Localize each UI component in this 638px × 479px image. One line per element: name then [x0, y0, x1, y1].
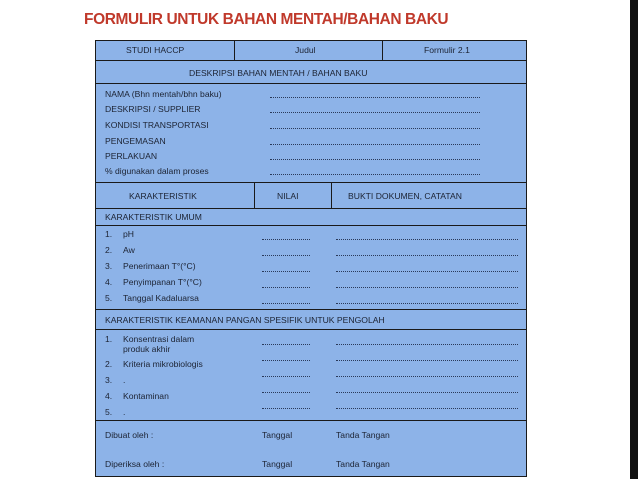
- nilai-blank[interactable]: [262, 255, 310, 256]
- dibuat-oleh-label: Dibuat oleh :: [105, 430, 154, 440]
- field-kemasan-blank[interactable]: [270, 144, 480, 145]
- umum-title: KARAKTERISTIK UMUM: [105, 212, 202, 222]
- item-number: 2.: [105, 245, 113, 255]
- item-number: 3.: [105, 375, 113, 385]
- item-number: 4.: [105, 277, 113, 287]
- col-bukti: BUKTI DOKUMEN, CATATAN: [348, 191, 462, 201]
- bukti-blank[interactable]: [336, 287, 518, 288]
- diperiksa-ttd-label: Tanda Tangan: [336, 459, 390, 469]
- divider: [96, 182, 526, 183]
- nilai-blank[interactable]: [262, 303, 310, 304]
- item-label-3: .: [123, 375, 126, 385]
- divider: [96, 329, 526, 330]
- deskripsi-title: DESKRIPSI BAHAN MENTAH / BAHAN BAKU: [189, 68, 368, 78]
- divider: [254, 182, 255, 208]
- formulir-label: Formulir 2.1: [424, 45, 470, 55]
- field-nama-label: NAMA (Bhn mentah/bhn baku): [105, 89, 222, 99]
- item-number: 5.: [105, 407, 113, 417]
- field-persen-blank[interactable]: [270, 174, 480, 175]
- spesifik-title: KARAKTERISTIK KEAMANAN PANGAN SPESIFIK UNTUK PENGOLAH: [105, 315, 385, 325]
- col-karakteristik: KARAKTERISTIK: [129, 191, 197, 201]
- item-label-konsentrasi-2: produk akhir: [123, 344, 171, 354]
- item-label-konsentrasi: Konsentrasi dalam: [123, 334, 195, 344]
- item-label-5: .: [123, 407, 126, 417]
- item-number: 2.: [105, 359, 113, 369]
- nilai-blank[interactable]: [262, 408, 310, 409]
- field-transport-label: KONDISI TRANSPORTASI: [105, 120, 209, 130]
- bukti-blank[interactable]: [336, 344, 518, 345]
- nilai-blank[interactable]: [262, 239, 310, 240]
- bukti-blank[interactable]: [336, 408, 518, 409]
- nilai-blank[interactable]: [262, 344, 310, 345]
- field-perlakuan-blank[interactable]: [270, 159, 480, 160]
- slide-title: FORMULIR UNTUK BAHAN MENTAH/BAHAN BAKU: [84, 11, 449, 28]
- item-label-kadaluarsa: Tanggal Kadaluarsa: [123, 293, 199, 303]
- item-number: 1.: [105, 334, 113, 344]
- field-perlakuan-label: PERLAKUAN: [105, 151, 158, 161]
- diperiksa-tanggal-label: Tanggal: [262, 459, 293, 469]
- divider: [234, 41, 235, 60]
- slide-edge-bar: [630, 0, 638, 479]
- item-number: 1.: [105, 229, 113, 239]
- haccp-form: [95, 40, 527, 477]
- nilai-blank[interactable]: [262, 287, 310, 288]
- nilai-blank[interactable]: [262, 271, 310, 272]
- bukti-blank[interactable]: [336, 271, 518, 272]
- bukti-blank[interactable]: [336, 303, 518, 304]
- dibuat-tanggal-label: Tanggal: [262, 430, 293, 440]
- divider: [96, 420, 526, 421]
- field-transport-blank[interactable]: [270, 128, 480, 129]
- field-supplier-blank[interactable]: [270, 112, 480, 113]
- divider: [96, 83, 526, 84]
- col-nilai: NILAI: [277, 191, 299, 201]
- studi-label: STUDI HACCP: [126, 45, 185, 55]
- field-nama-blank[interactable]: [270, 97, 480, 98]
- item-label-kontaminan: Kontaminan: [123, 391, 169, 401]
- divider: [96, 225, 526, 226]
- item-label-mikrobiologis: Kriteria mikrobiologis: [123, 359, 203, 369]
- nilai-blank[interactable]: [262, 392, 310, 393]
- item-number: 4.: [105, 391, 113, 401]
- bukti-blank[interactable]: [336, 360, 518, 361]
- item-label-penerimaan: Penerimaan T°(°C): [123, 261, 196, 271]
- bukti-blank[interactable]: [336, 255, 518, 256]
- divider: [96, 208, 526, 209]
- bukti-blank[interactable]: [336, 392, 518, 393]
- nilai-blank[interactable]: [262, 360, 310, 361]
- judul-label: Judul: [295, 45, 316, 55]
- divider: [382, 41, 383, 60]
- field-supplier-label: DESKRIPSI / SUPPLIER: [105, 104, 201, 114]
- nilai-blank[interactable]: [262, 376, 310, 377]
- dibuat-ttd-label: Tanda Tangan: [336, 430, 390, 440]
- diperiksa-oleh-label: Diperiksa oleh :: [105, 459, 165, 469]
- field-kemasan-label: PENGEMASAN: [105, 136, 166, 146]
- divider: [331, 182, 332, 208]
- item-number: 3.: [105, 261, 113, 271]
- bukti-blank[interactable]: [336, 239, 518, 240]
- item-label-ph: pH: [123, 229, 134, 239]
- bukti-blank[interactable]: [336, 376, 518, 377]
- item-number: 5.: [105, 293, 113, 303]
- item-label-aw: Aw: [123, 245, 135, 255]
- item-label-penyimpanan: Penyimpanan T°(°C): [123, 277, 202, 287]
- divider: [96, 60, 526, 61]
- field-persen-label: % digunakan dalam proses: [105, 166, 209, 176]
- divider: [96, 309, 526, 310]
